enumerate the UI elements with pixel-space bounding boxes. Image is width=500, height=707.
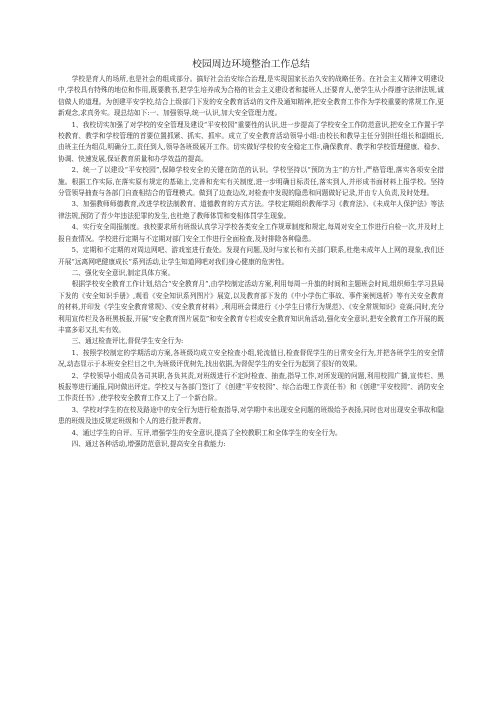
document-title: 校园周边环境整治工作总结	[192, 59, 310, 70]
paragraph-item-5: 5、定期和不定期的对周边网吧、游戏室进行查处。发现有问题,及时与家长和有关部门联系,杜绝未成年人上网的现象,我们还开展“远离网吧健康成长”系列活动,让学生知道网吧对我们身心健康的危害性。	[58, 246, 444, 266]
section-heading-3: 三、通过检查评比,督促学生安全行为:	[71, 337, 184, 346]
section-heading-4: 四、通过各种活动,增强防范意识,提高安全自救能力:	[71, 440, 226, 448]
paragraph-section-3-item-2: 2、学校领导小组成员各司其职,各负其责,对班级进行不定时检查、抽查,指导工作,对所发现的问题,利用校园广播,宣传栏、黑板报等进行通报,同时做出评定。学校又与各部门签订了《创建“平安校园”、综合治理工作责任书》和《创建“平安校园”、消防安全工作责任书》,使学校安全教育工作又上了一个新台阶。	[58, 371, 444, 403]
section-heading-2: 二、强化安全意识,制定具体方案。	[71, 268, 175, 277]
document-body	[58, 58, 444, 450]
paragraph-intro: 学校是育人的场所,也是社会的组成部分。搞好社会治安综合治理,是实现国家长治久安的战略任务。在社会主义精神文明建设中,学校具有特殊的地位和作用,既要教书,把学生培养成为合格的社会主义建设者和接班人,还要育人,使学生从小得遵守法律法规,诚信做人的道理。为创建平安学校,结合上级部门下发的安全教育活动的文件及通知精神,把安全教育工作作为学校重要的常规工作,更新观念,求真务实。现总结如下:一、加强领导,统一认识,加大安全管理力度。	[58, 75, 444, 118]
paragraph-section-2: 根据学校安全教育工作计划,结合“安全教育月”,由学校制定活动方案,利用每周一升旗的时间和主题班会时间,组织师生学习县局下发的《安全知识手册》,观看《安全知识系列图片》展览,以及教育部下发的《中小学伤亡事故、事件案例选析》等有关安全教育的材料,并印发《学生安全教育常规》、《安全教育材料》,利用班会课进行《小学生日常行为规范》、《安全常规知识》竞赛;同时,充分利用宣传栏及各班黑板报,开展“安全教育图片展览”和安全教育专栏或安全教育知识角活动,强化安全意识,把安全教育工作开展的既丰富多彩又扎实有效。	[58, 280, 444, 334]
paragraph-item-4: 4、实行安全周报制度。我校要求所有班级认真学习学校各类安全工作规章制度和规定,每周对安全工作进行自检一次,并及时上报自查情况。学校进行定期与不定期对部门安全工作进行全面检查,及时排除各种隐患。	[58, 223, 444, 243]
paragraph-item-1: 1、我校切实加强了对学校的安全管理及建设“平安校园”重要性的认识,进一步提高了学校安全工作防范意识,把安全工作置于学校教育、教学和学校管理的首要位置抓紧、抓实、抓牢。成立了安全教育活动领导小组:由校长和教导主任分别担任组长和副组长,由班主任为组员,明确分工,责任到人,领导各班级展开工作。切实做好学校的安全稳定工作,确保教育、教学和学校管理健康、稳步、协调、快速发展,保证教育质量和办学效益的提高。	[58, 120, 444, 163]
paragraph-section-3-item-3: 3、学校对学生的在校及路途中的安全行为进行检查指导,对学期中未出现安全问题的班级给予表扬,同时也对出现安全事故和隐患的班级及违反规定班级和个人的进行批评教育。	[58, 405, 444, 426]
paragraph-section-3-item-4: 4、通过学生的自评、互评,增强学生的安全意识,提高了全校教职工和全体学生的安全行为。	[71, 428, 342, 437]
paragraph-item-2: 2、统一了以建设“平安校园”,保障学校安全的关键在防范的认识。学校坚持以“预防为主”的方针,严格管理,落实各项安全措施。根据工作实际,在落实原有规定的基础上,完善和充实有关制度,进一步明确目标责任,落实到人,并形成书面材料上报学校。坚持分管领导抽查与各部门自查相结合的管理模式。做到了边查边改,对检查中发现的隐患和问题做好记录,并由专人负责,及时处理。	[58, 166, 444, 198]
paragraph-item-3: 3、加强教师师德教育,改进学校法制教育、道德教育的方式方法。学校定期组织教师学习《教育法》、《未成年人保护法》等法律法规,预防了青少年违法犯罪的发生,也杜绝了教师体罚和变相体罚学生现象。	[58, 200, 444, 220]
paragraph-section-3-item-1: 1、按照学校制定的学期活动方案,各班级均成立安全检查小组,轮流值日,检查督促学生的日常安全行为,并把各班学生的安全情况,动态显示于本班安全栏目之中,为班级评优树先,找出依据,为督促学生的安全行为起到了很好的效果。	[58, 348, 444, 369]
